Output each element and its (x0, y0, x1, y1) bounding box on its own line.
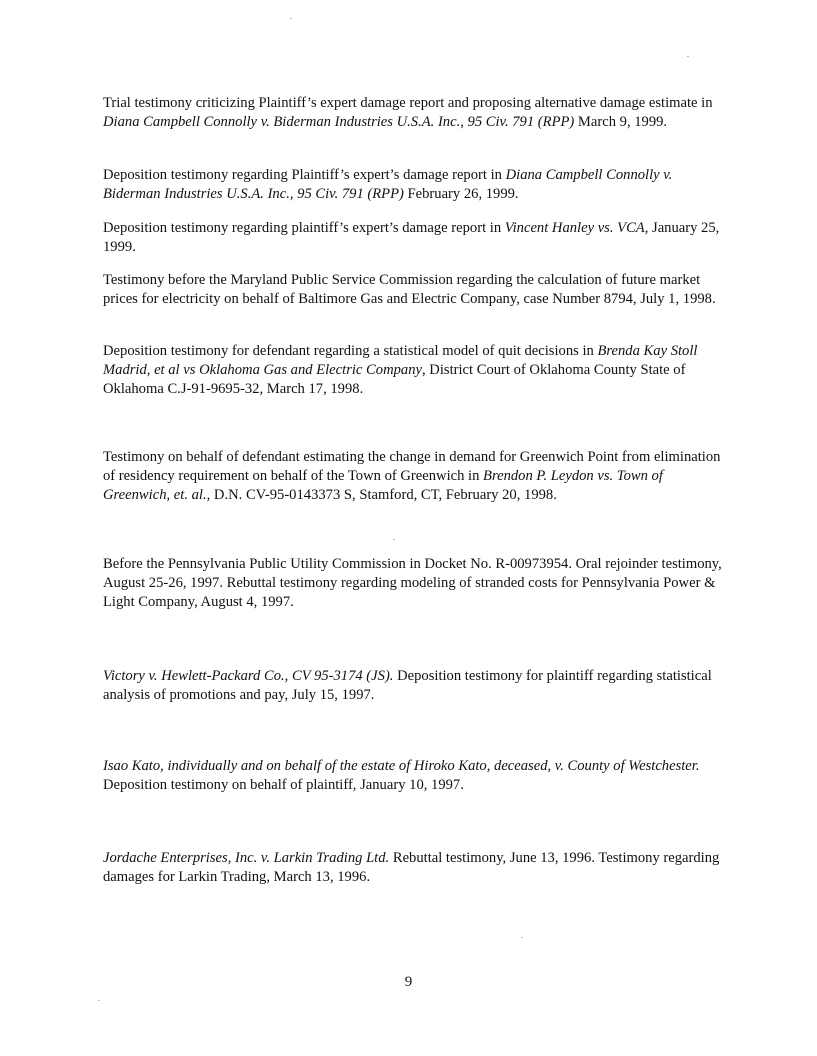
entry-text: D.N. CV-95-0143373 S, Stamford, CT, February 20, 1998. (210, 487, 557, 503)
entry-text: January 25, 1999. (103, 220, 720, 255)
testimony-entry (103, 166, 728, 204)
entry-text: Deposition testimony on behalf of plaintiff, January 10, 1997. (103, 777, 464, 793)
testimony-entry (103, 219, 728, 257)
entry-text: Rebuttal testimony, June 13, 1996. Testimony regarding damages for Larkin Trading, March 13, 1996. (103, 850, 720, 885)
case-citation: Isao Kato, individually and on behalf of the estate of Hiroko Kato, deceased, v. County of Westchester. (103, 758, 700, 774)
case-citation: Diana Campbell Connolly v. Biderman Industries U.S.A. Inc., 95 Civ. 791 (RPP) (103, 114, 575, 130)
testimony-entry (103, 271, 728, 309)
testimony-entry (103, 94, 728, 132)
case-citation: Diana Campbell Connolly v. Biderman Industries U.S.A. Inc., 95 Civ. 791 (RPP) (103, 167, 673, 202)
testimony-entry (103, 757, 728, 795)
testimony-entry (103, 849, 728, 887)
entry-text: March 9, 1999. (574, 114, 668, 130)
testimony-entry (103, 555, 728, 612)
testimony-entry (103, 667, 728, 705)
page-number: 9 (404, 974, 413, 990)
entry-text: Before the Pennsylvania Public Utility Commission in Docket No. R-00973954. Oral rejoinder testimony, August 25-26, 1997. Rebuttal testimony regarding modeling of stranded costs for Pennsylvania Power & Light Company, August 4, 1997. (103, 556, 722, 610)
entry-text: Deposition testimony regarding plaintiff’s expert’s damage report in (103, 220, 505, 236)
testimony-entry (103, 342, 728, 399)
entry-text: Deposition testimony regarding Plaintiff’s expert’s damage report in (103, 167, 506, 183)
case-citation: Victory v. Hewlett-Packard Co., CV 95-3174 (JS). (103, 668, 394, 684)
case-citation: Brendon P. Leydon vs. Town of Greenwich, et. al., (103, 468, 663, 503)
entry-text: Deposition testimony for defendant regarding a statistical model of quit decisions in (103, 343, 598, 359)
entry-text: Testimony before the Maryland Public Service Commission regarding the calculation of future market prices for electricity on behalf of Baltimore Gas and Electric Company, case Number 8794, July 1, 1998. (103, 272, 716, 307)
entry-text: , District Court of Oklahoma County State of Oklahoma C.J-91-9695-32, March 17, 1998. (103, 362, 686, 397)
scan-speck (98, 1000, 100, 1001)
entry-text: Testimony on behalf of defendant estimating the change in demand for Greenwich Point from elimination of residency requirement on behalf of the Town of Greenwich in (103, 449, 721, 484)
case-citation: Vincent Hanley vs. VCA, (504, 220, 649, 236)
case-citation: Jordache Enterprises, Inc. v. Larkin Trading Ltd. (103, 850, 390, 866)
case-citation: Brenda Kay Stoll Madrid, et al vs Oklahoma Gas and Electric Company (103, 343, 698, 378)
scan-speck (393, 539, 395, 540)
scan-speck (521, 937, 523, 938)
scan-speck (290, 18, 292, 19)
testimony-entry (103, 448, 728, 505)
scan-speck (687, 56, 689, 57)
entry-text: February 26, 1999. (403, 186, 519, 202)
entry-text: Deposition testimony for plaintiff regarding statistical analysis of promotions and pay, July 15, 1997. (103, 668, 712, 703)
entry-text: Trial testimony criticizing Plaintiff’s expert damage report and proposing alternative damage estimate in (103, 95, 713, 111)
